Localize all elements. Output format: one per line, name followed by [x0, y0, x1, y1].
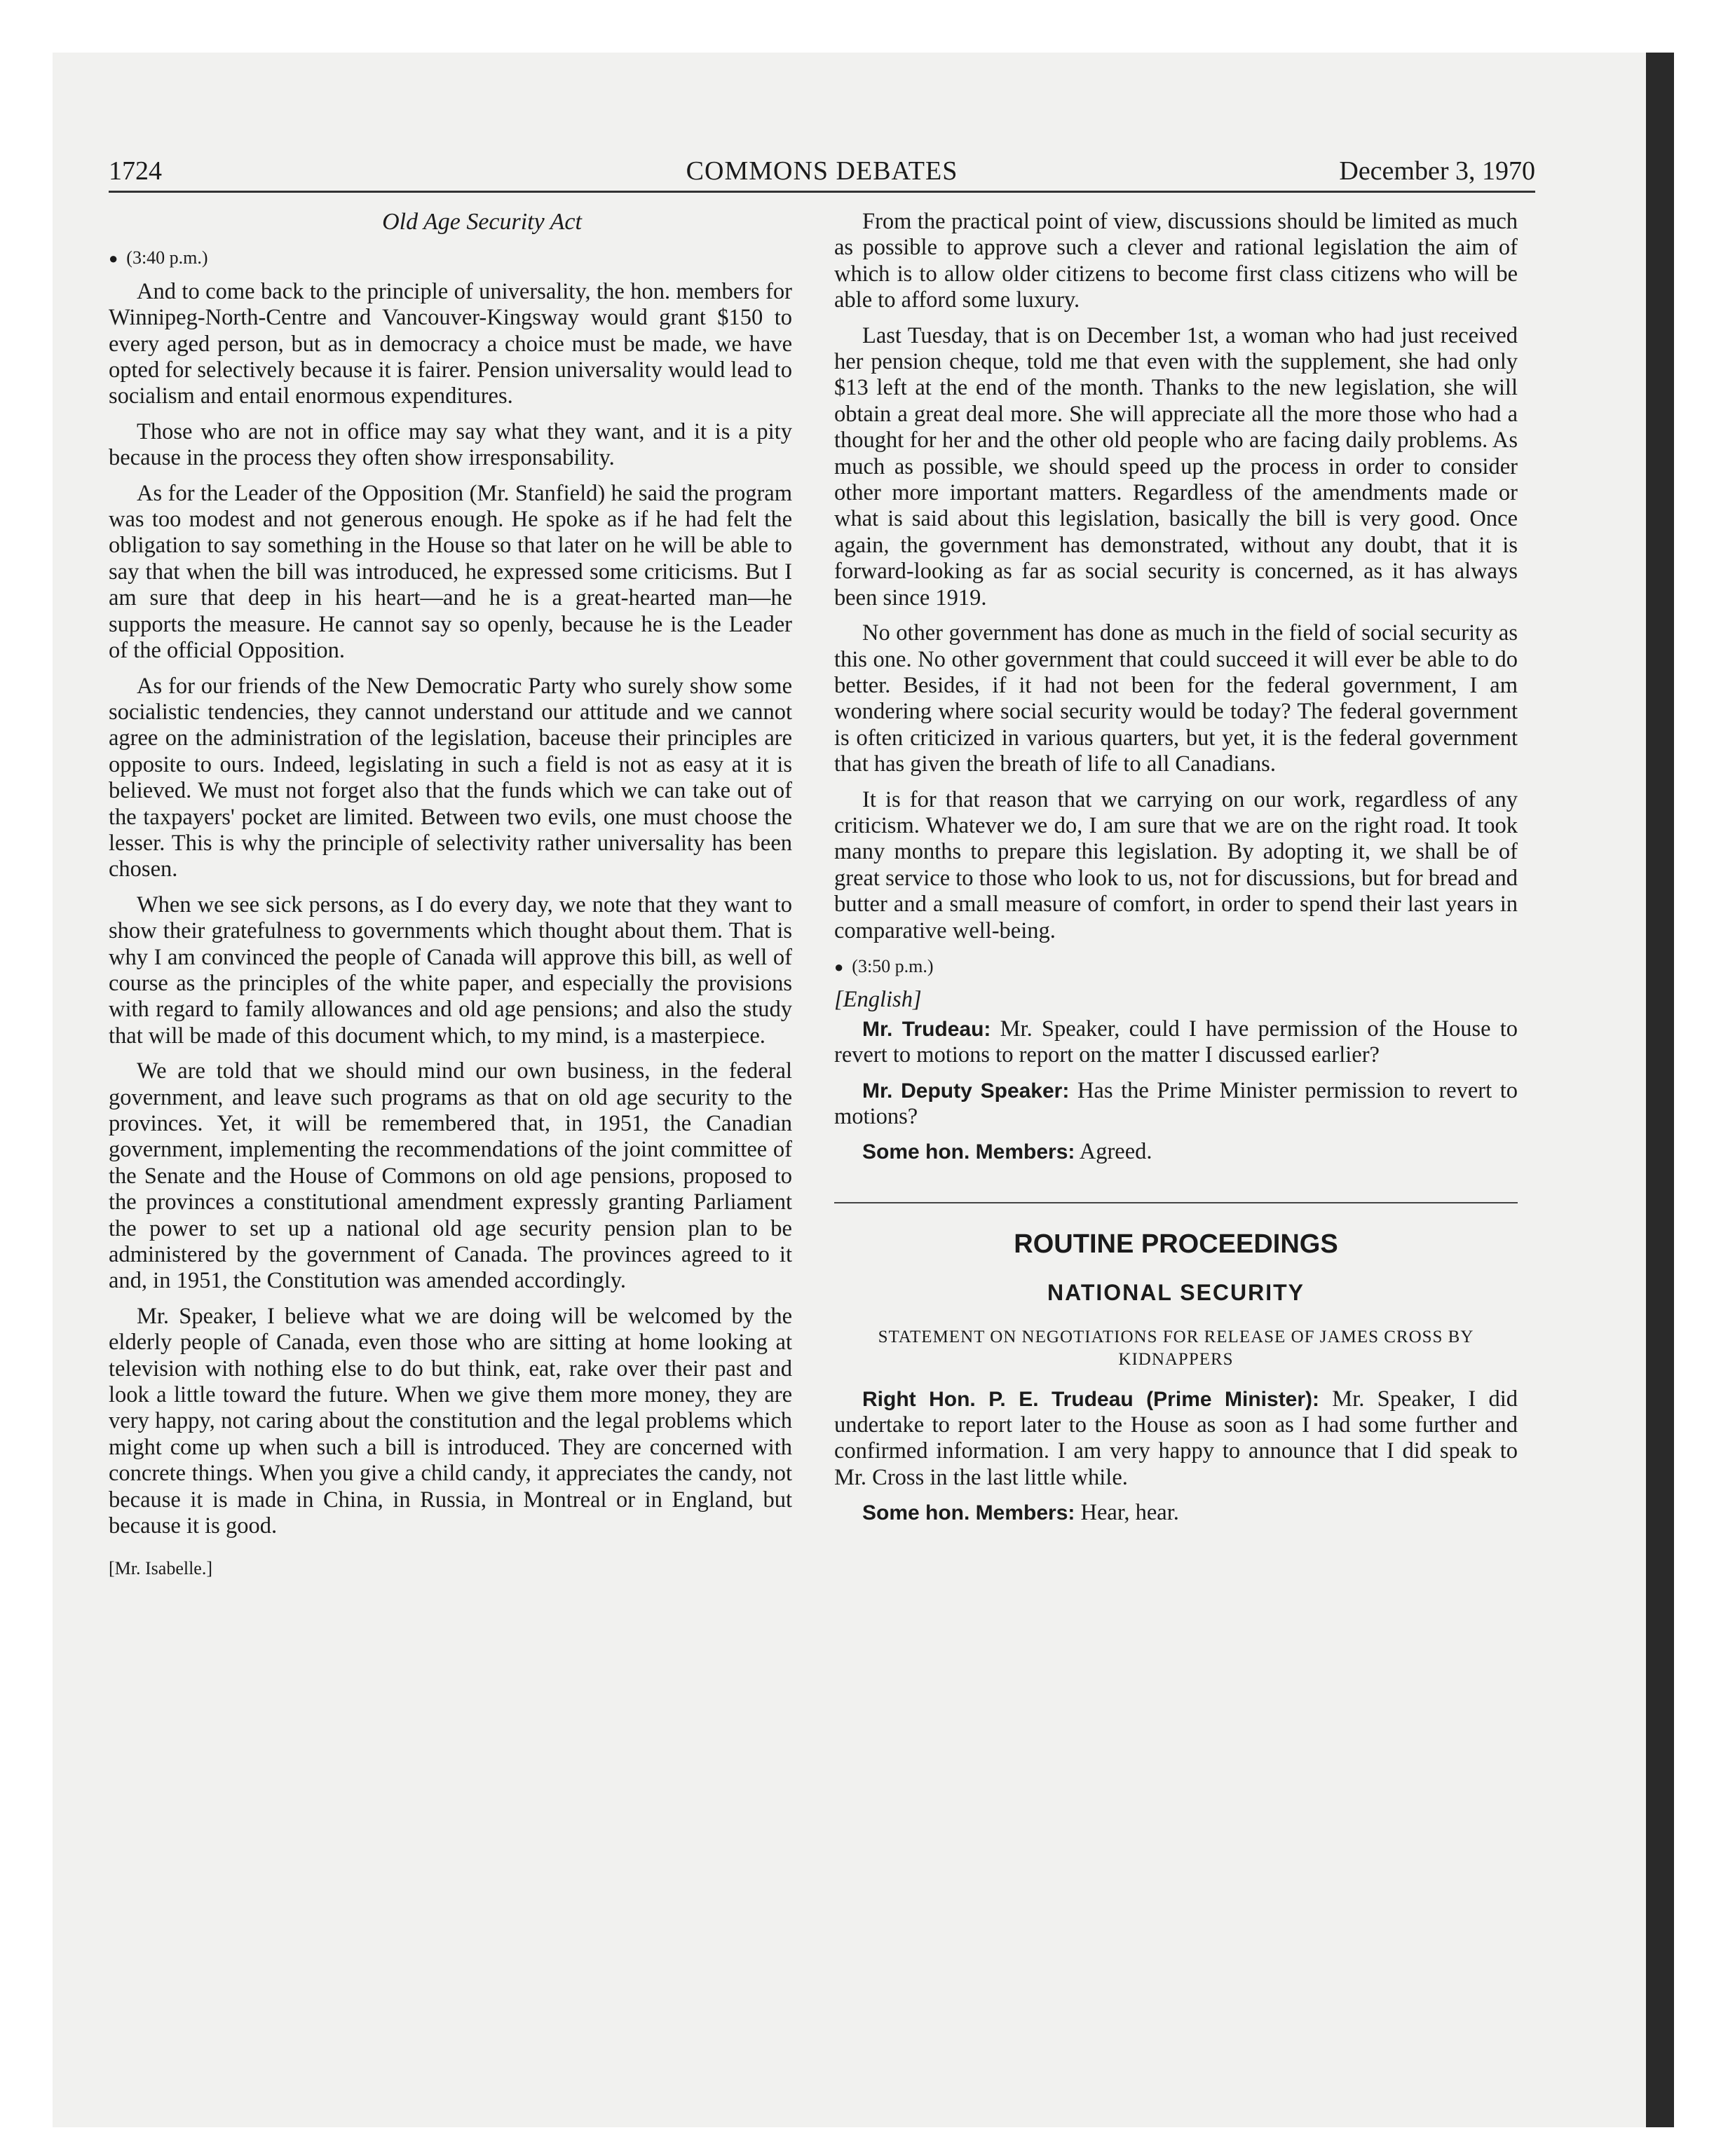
paragraph: When we see sick persons, as I do every day, we note that they want to show their gratefulness to governments which thought about them. That is why I am convinced the people of Canada will approve this bill, as well of course as the principles of the white paper, and especially the provisions with regard to family allowances and old age pensions; and also the study that will be made of this document which, to my mind, is a masterpiece.	[109, 892, 792, 1049]
publication-title: COMMONS DEBATES	[686, 156, 958, 186]
paragraph: No other government has done as much in the field of social security as this one. No other government that could succeed it will ever be able to do better. Besides, if it had not been for the federal government, I am wondering where social security would be today? The federal government is often criticized in various quarters, but yet, it is the federal government that has given the breath of life to all Canadians.	[834, 620, 1518, 777]
exchange	[834, 1078, 1518, 1131]
exchange	[834, 1500, 1518, 1526]
speech-text: Hear, hear.	[1080, 1500, 1179, 1526]
timestamp	[834, 953, 1518, 980]
bullet-icon: ●	[834, 957, 844, 976]
timestamp-text: (3:50 p.m.)	[852, 955, 934, 976]
speech-text: Mr. Speaker, I did undertake to report later to the House as soon as I had some further and confirmed information. I am very happy to announce that I did speak to Mr. Cross in the last little while.	[834, 1386, 1518, 1490]
language-note: [English]	[834, 987, 922, 1013]
heading-routine-proceedings: ROUTINE PROCEEDINGS	[1014, 1229, 1338, 1259]
paragraph: As for the Leader of the Opposition (Mr. Stanfield) he said the program was too modest and not generous enough. He spoke as if he had felt the obligation to say something in the House so that later on he will be able to say that when the bill was introduced, he expressed some criticisms. But I am sure that deep in his heart—and he is a great-hearted man—he supports the measure. He cannot say so openly, because he is the Leader of the official Opposition.	[109, 480, 792, 664]
right-column	[834, 209, 1518, 1536]
speech-text: Agreed.	[1079, 1139, 1152, 1165]
paragraph: We are told that we should mind our own business, in the federal government, and leave such programs as that on old age security to the provinces. Yet, it will be remembered that, in 1951, the Canadian government, implementing the recommendations of the joint committee of the Senate and the House of Commons on old age pensions, proposed to the provinces a constitutional amendment expressly granting Parliament the power to set up a national old age security pension plan to be administered by the government of Canada. The provinces agreed to it and, in 1951, the Constitution was amended accordingly.	[109, 1058, 792, 1294]
page-number: 1724	[109, 156, 162, 186]
speaker-name: Some hon. Members:	[862, 1501, 1075, 1525]
timestamp-text: (3:40 p.m.)	[126, 247, 208, 268]
paragraph: From the practical point of view, discussions should be limited as much as possible to approve such a clever and rational legislation the aim of which is to allow older citizens to become first class citizens who will be able to afford some luxury.	[834, 209, 1518, 313]
paragraph: It is for that reason that we carrying on our work, regardless of any criticism. Whatever we do, I am sure that we are on the right road. It took many months to prepare this legislation. By adopting it, we shall be of great service to those who look to us, not for discussions, but for bread and butter and a small measure of comfort, in order to spend their last years in comparative well-being.	[834, 786, 1518, 943]
paragraph: Those who are not in office may say what they want, and it is a pity because in the process they often show irresponsability.	[109, 418, 792, 471]
binding-edge	[1646, 53, 1674, 2127]
paragraph: Mr. Speaker, I believe what we are doing will be welcomed by the elderly people of Canada, even those who are sitting at home looking at television with nothing else to do but think, eat, rake over their past and look a little toward the future. When we give them more money, they are very happy, not caring about the constitution and the legal problems which might come up when such a bill is introduced. They are concerned with concrete things. When you give a child candy, it appreciates the candy, not because it is made in China, in Russia, in Montreal or in England, but because it is good.	[109, 1303, 792, 1539]
exchange	[834, 1139, 1518, 1165]
heading-statement: STATEMENT ON NEGOTIATIONS FOR RELEASE OF JAMES CROSS BY KIDNAPPERS	[878, 1327, 1474, 1369]
timestamp	[109, 245, 792, 271]
speaker-name: Some hon. Members:	[862, 1140, 1075, 1164]
heading-national-security: NATIONAL SECURITY	[1047, 1280, 1305, 1306]
section-title: Old Age Security Act	[382, 209, 582, 235]
section-divider	[834, 1202, 1518, 1203]
speaker-byline: [Mr. Isabelle.]	[109, 1557, 213, 1578]
speaker-name: Mr. Deputy Speaker:	[862, 1079, 1070, 1103]
speech-text: Mr. Speaker, could I have permission of the House to revert to motions to report on the matter I discussed earlier?	[834, 1016, 1518, 1068]
left-column	[109, 209, 792, 1581]
paragraph: And to come back to the principle of universality, the hon. members for Winnipeg-North-Centre and Vancouver-Kingsway would grant $150 to every aged person, but as in democracy a choice must be made, we have opted for selectively because it is fairer. Pension universality would lead to socialism and entail enormous expenditures.	[109, 278, 792, 409]
exchange	[834, 1386, 1518, 1492]
publication-date: December 3, 1970	[1339, 156, 1535, 186]
exchange	[834, 1016, 1518, 1069]
speaker-name: Right Hon. P. E. Trudeau (Prime Minister):	[862, 1387, 1320, 1411]
bullet-icon: ●	[109, 250, 118, 268]
page-header	[109, 156, 1535, 193]
paragraph: As for our friends of the New Democratic Party who surely show some socialistic tendencies, they cannot understand our attitude and we cannot agree on the administration of the legislation, baceuse their principles are opposite to ours. Indeed, legislating in such a field is not as easy at it is believed. We must not forget also that the funds which we can take out of the taxpayers' pocket are limited. Between two evils, one must choose the lesser. This is why the principle of selectivity rather universality has been chosen.	[109, 673, 792, 882]
speech-text: Has the Prime Minister permission to revert to motions?	[834, 1077, 1518, 1129]
paragraph: Last Tuesday, that is on December 1st, a woman who had just received her pension cheque, told me that even with the supplement, she had only $13 left at the end of the month. Thanks to the new legislation, she will obtain a great deal more. She will appreciate all the more those who had a thought for her and the other old people who are facing daily problems. As much as possible, we should speed up the process in order to consider other more important matters. Regardless of the amendments made or what is said about this legislation, basically the bill is very good. Once again, the government has demonstrated, without any doubt, that it is forward-looking as far as social security is concerned, as it has always been since 1919.	[834, 322, 1518, 610]
speaker-name: Mr. Trudeau:	[862, 1017, 991, 1041]
